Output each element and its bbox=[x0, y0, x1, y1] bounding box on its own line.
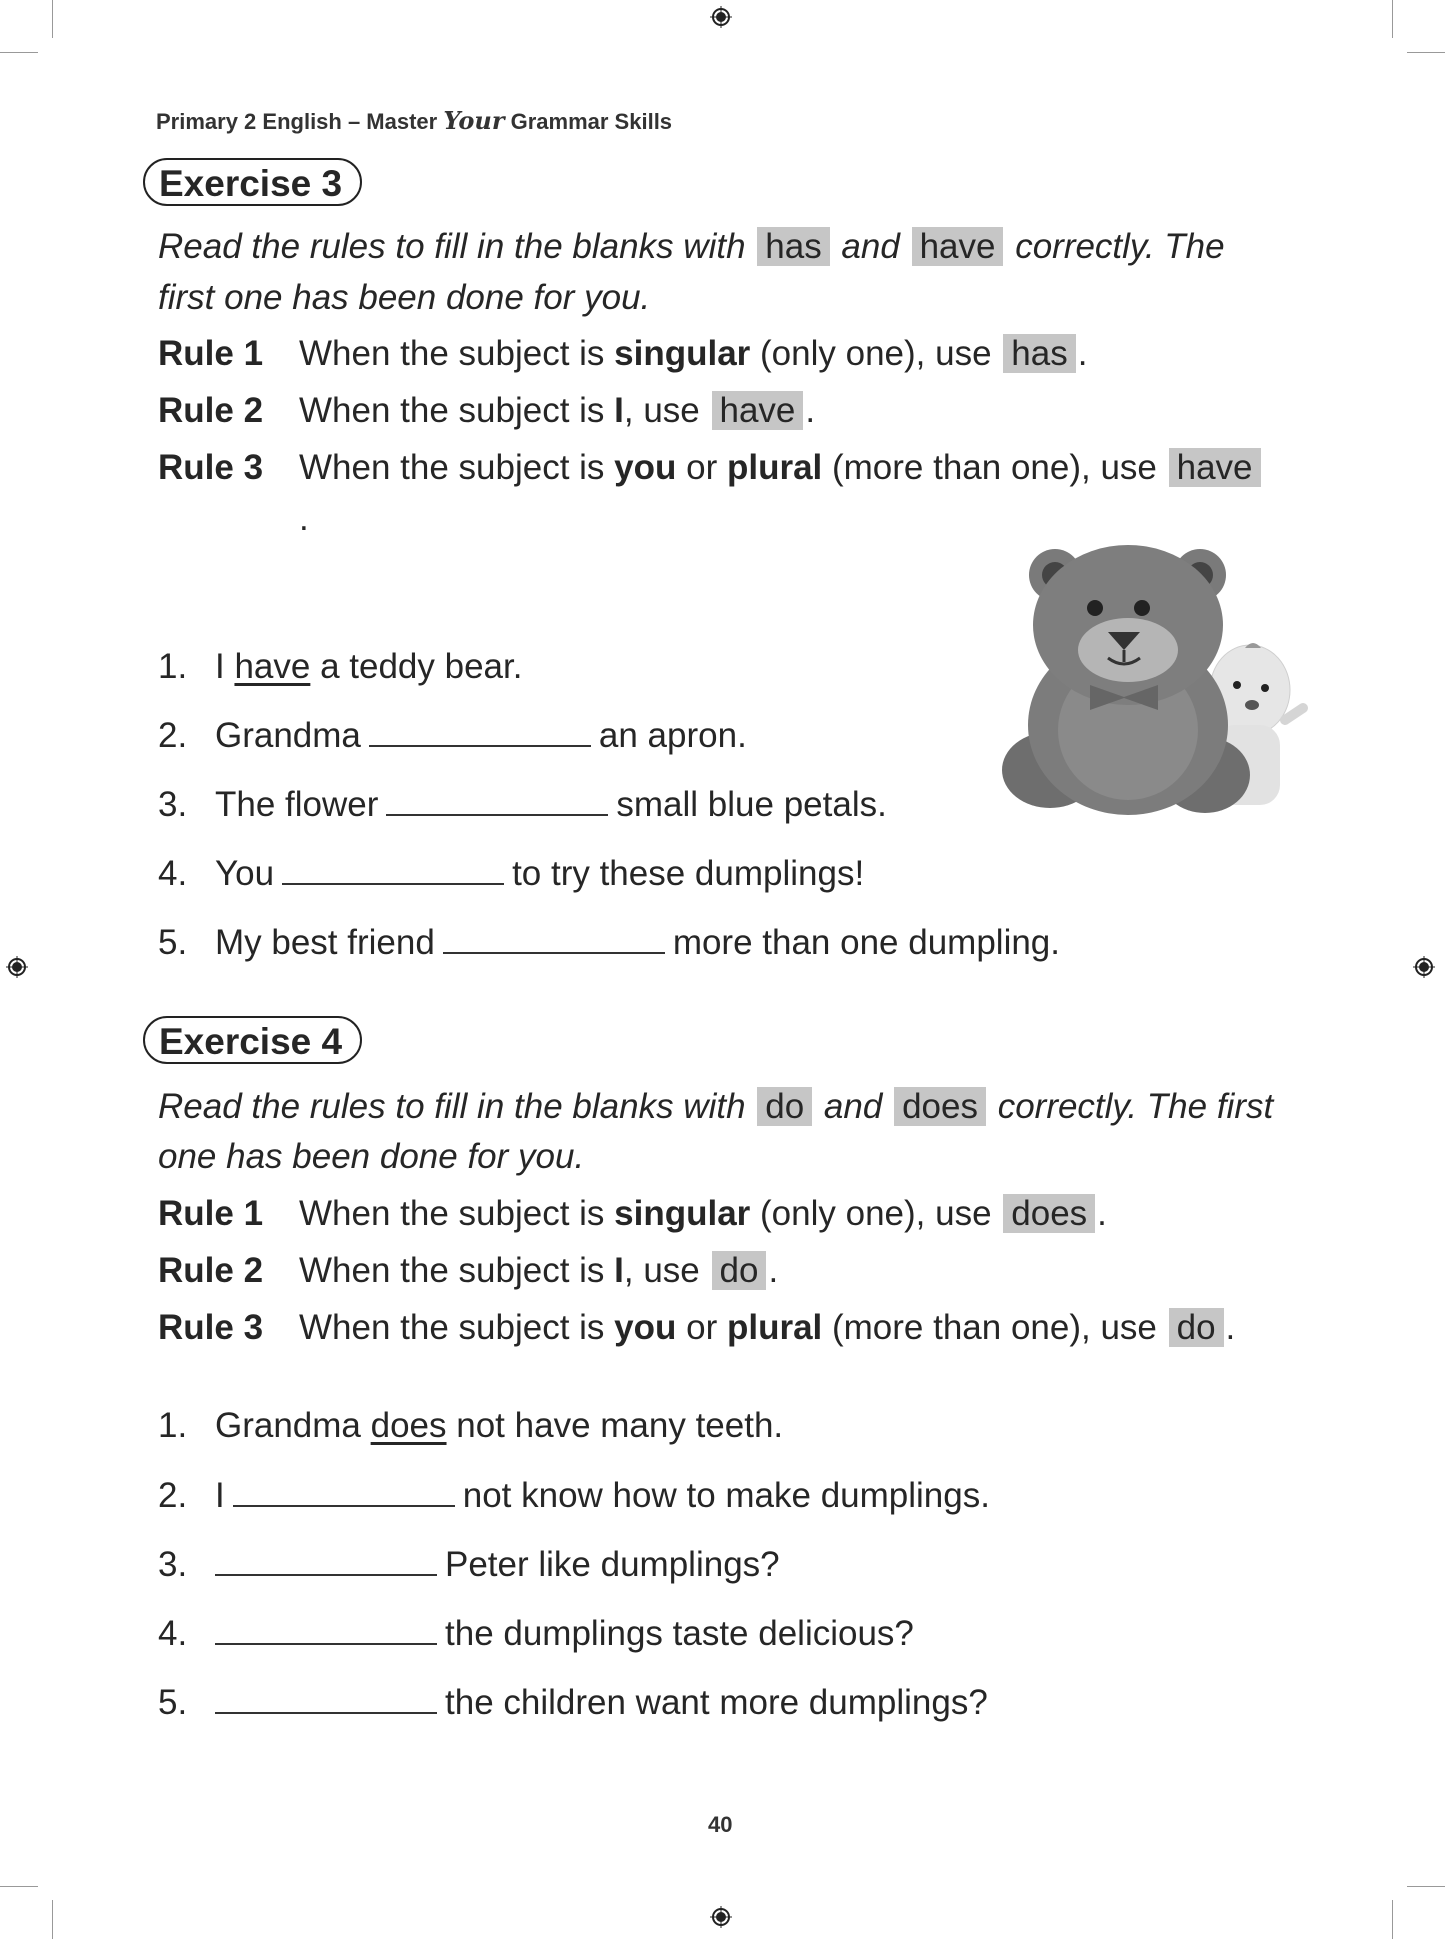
answer-blank[interactable] bbox=[369, 715, 591, 747]
registration-mark-icon bbox=[1413, 956, 1435, 978]
answer-blank[interactable] bbox=[386, 784, 608, 816]
exercise-4-rule-1: Rule 1 When the subject is singular (only one), use does . bbox=[158, 1194, 1107, 1233]
example-answer: does bbox=[370, 1406, 447, 1445]
answer-blank[interactable] bbox=[282, 853, 504, 885]
example-answer: have bbox=[234, 647, 311, 686]
crop-mark bbox=[52, 0, 53, 38]
exercise-3-instruction-line2: first one has been done for you. bbox=[158, 278, 651, 317]
exercise-4-rule-3: Rule 3 When the subject is you or plural (more than one), use do . bbox=[158, 1308, 1236, 1347]
registration-mark-icon bbox=[6, 956, 28, 978]
exercise-4-item: 1. Grandma does not have many teeth. bbox=[158, 1406, 784, 1445]
answer-blank[interactable] bbox=[215, 1544, 437, 1576]
crop-mark bbox=[1392, 0, 1393, 38]
registration-mark-icon bbox=[710, 1906, 732, 1928]
exercise-3-instruction: Read the rules to fill in the blanks with has and have correctly. The bbox=[158, 227, 1225, 266]
exercise-3-title: Exercise 3 bbox=[143, 158, 362, 206]
teddy-bear-baby-illustration bbox=[1000, 540, 1310, 825]
exercise-3-item: 5. My best friend more than one dumpling. bbox=[158, 923, 1060, 962]
exercise-4-item: 4. the dumplings taste delicious? bbox=[158, 1614, 914, 1653]
exercise-4-instruction: Read the rules to fill in the blanks with do and does correctly. The first bbox=[158, 1087, 1274, 1126]
exercise-3-item: 3. The flower small blue petals. bbox=[158, 785, 887, 824]
teddy-bear-icon bbox=[1002, 545, 1250, 815]
crop-mark bbox=[1392, 1900, 1393, 1939]
exercise-3-item: 1. I have a teddy bear. bbox=[158, 647, 523, 686]
exercise-3-item: 4. You to try these dumplings! bbox=[158, 854, 865, 893]
exercise-3-rule-2: Rule 2 When the subject is I, use have . bbox=[158, 391, 816, 430]
exercise-3-rule-3-period: . bbox=[299, 499, 309, 538]
exercise-4-item: 2. I not know how to make dumplings. bbox=[158, 1476, 990, 1515]
crop-mark bbox=[0, 1886, 38, 1887]
answer-blank[interactable] bbox=[233, 1475, 455, 1507]
exercise-4-title: Exercise 4 bbox=[143, 1016, 362, 1064]
crop-mark bbox=[1407, 1886, 1445, 1887]
crop-mark bbox=[1407, 52, 1445, 53]
answer-blank[interactable] bbox=[215, 1682, 437, 1714]
exercise-4-item: 3. Peter like dumplings? bbox=[158, 1545, 780, 1584]
answer-blank[interactable] bbox=[443, 922, 665, 954]
answer-blank[interactable] bbox=[215, 1613, 437, 1645]
exercise-4-rule-2: Rule 2 When the subject is I, use do . bbox=[158, 1251, 779, 1290]
book-header: Primary 2 English – Master Your Grammar Skills bbox=[156, 106, 673, 135]
page-number: 40 bbox=[708, 1812, 733, 1837]
registration-mark-icon bbox=[710, 6, 732, 28]
exercise-4-instruction-line2: one has been done for you. bbox=[158, 1137, 585, 1176]
header-logo-word: Your bbox=[443, 106, 505, 135]
exercise-3-rule-3: Rule 3 When the subject is you or plural (more than one), use have bbox=[158, 446, 1263, 490]
crop-mark bbox=[52, 1900, 53, 1939]
exercise-3-rule-1: Rule 1 When the subject is singular (only one), use has . bbox=[158, 334, 1088, 373]
exercise-3-item: 2. Grandma an apron. bbox=[158, 716, 747, 755]
exercise-4-item: 5. the children want more dumplings? bbox=[158, 1683, 988, 1722]
crop-mark bbox=[0, 52, 38, 53]
